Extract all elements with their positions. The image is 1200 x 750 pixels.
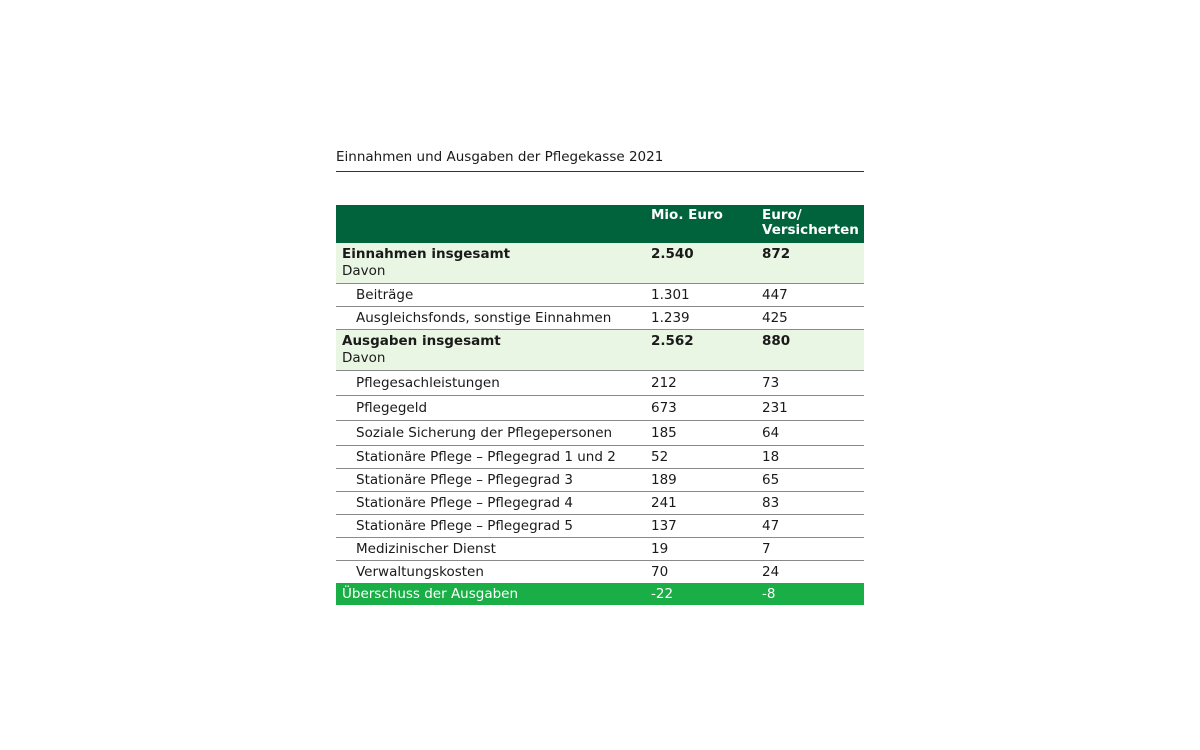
table-row xyxy=(336,446,864,469)
table-row xyxy=(336,284,864,307)
table-row xyxy=(336,307,864,330)
row-per: 24 xyxy=(762,564,780,580)
expenses-total-per: 880 xyxy=(762,333,791,349)
expenses-davon: Davon xyxy=(342,350,386,366)
row-label: Stationäre Pflege – Pflegegrad 3 xyxy=(356,472,573,488)
row-label: Pflegegeld xyxy=(356,400,428,416)
row-mio: 19 xyxy=(651,541,669,557)
row-mio: 212 xyxy=(651,375,677,391)
income-total-per: 872 xyxy=(762,246,791,262)
row-mio: 241 xyxy=(651,495,677,511)
income-davon: Davon xyxy=(342,263,386,279)
expenses-total-label: Ausgaben insgesamt xyxy=(342,333,501,349)
table-row xyxy=(336,371,864,396)
row-mio: 189 xyxy=(651,472,677,488)
row-per: 7 xyxy=(762,541,771,557)
expenses-total-row xyxy=(336,330,864,371)
row-label: Pflegesachleistungen xyxy=(356,375,500,391)
table-row xyxy=(336,396,864,421)
row-per: 64 xyxy=(762,425,780,441)
table-row xyxy=(336,561,864,584)
row-mio: 673 xyxy=(651,400,677,416)
row-label: Verwaltungskosten xyxy=(356,564,484,580)
income-total-row xyxy=(336,243,864,284)
table-row xyxy=(336,469,864,492)
surplus-row xyxy=(336,583,864,605)
row-mio: 52 xyxy=(651,449,669,465)
row-mio: 1.301 xyxy=(651,287,690,303)
row-label: Stationäre Pflege – Pflegegrad 1 und 2 xyxy=(356,449,616,465)
row-per: 447 xyxy=(762,287,788,303)
finance-table xyxy=(336,205,864,605)
table-row xyxy=(336,515,864,538)
income-total-mio: 2.540 xyxy=(651,246,694,262)
surplus-mio: -22 xyxy=(651,586,674,602)
row-mio: 1.239 xyxy=(651,310,690,326)
surplus-per: -8 xyxy=(762,586,776,602)
row-per: 65 xyxy=(762,472,780,488)
row-label: Beiträge xyxy=(356,287,414,303)
row-label: Stationäre Pflege – Pflegegrad 4 xyxy=(356,495,573,511)
row-mio: 137 xyxy=(651,518,677,534)
surplus-label: Überschuss der Ausgaben xyxy=(342,586,519,602)
row-per: 47 xyxy=(762,518,780,534)
table-row xyxy=(336,538,864,561)
document xyxy=(336,146,864,605)
row-mio: 70 xyxy=(651,564,669,580)
expenses-total-mio: 2.562 xyxy=(651,333,694,349)
header-label xyxy=(336,205,645,243)
row-label: Soziale Sicherung der Pflegepersonen xyxy=(356,425,613,441)
row-per: 425 xyxy=(762,310,788,326)
row-mio: 185 xyxy=(651,425,677,441)
table-title: Einnahmen und Ausgaben der Pflegekasse 2021 xyxy=(336,146,864,172)
row-per: 18 xyxy=(762,449,780,465)
header-euro-per-insured: Euro/ Versicherten xyxy=(762,207,859,238)
row-label: Ausgleichsfonds, sonstige Einnahmen xyxy=(356,310,612,326)
table-row xyxy=(336,492,864,515)
row-per: 231 xyxy=(762,400,788,416)
income-total-label: Einnahmen insgesamt xyxy=(342,246,511,262)
table-header-row xyxy=(336,205,864,243)
row-label: Stationäre Pflege – Pflegegrad 5 xyxy=(356,518,573,534)
row-per: 73 xyxy=(762,375,780,391)
row-label: Medizinischer Dienst xyxy=(356,541,496,557)
row-per: 83 xyxy=(762,495,780,511)
header-mio-euro: Mio. Euro xyxy=(651,207,723,223)
table-row xyxy=(336,421,864,446)
